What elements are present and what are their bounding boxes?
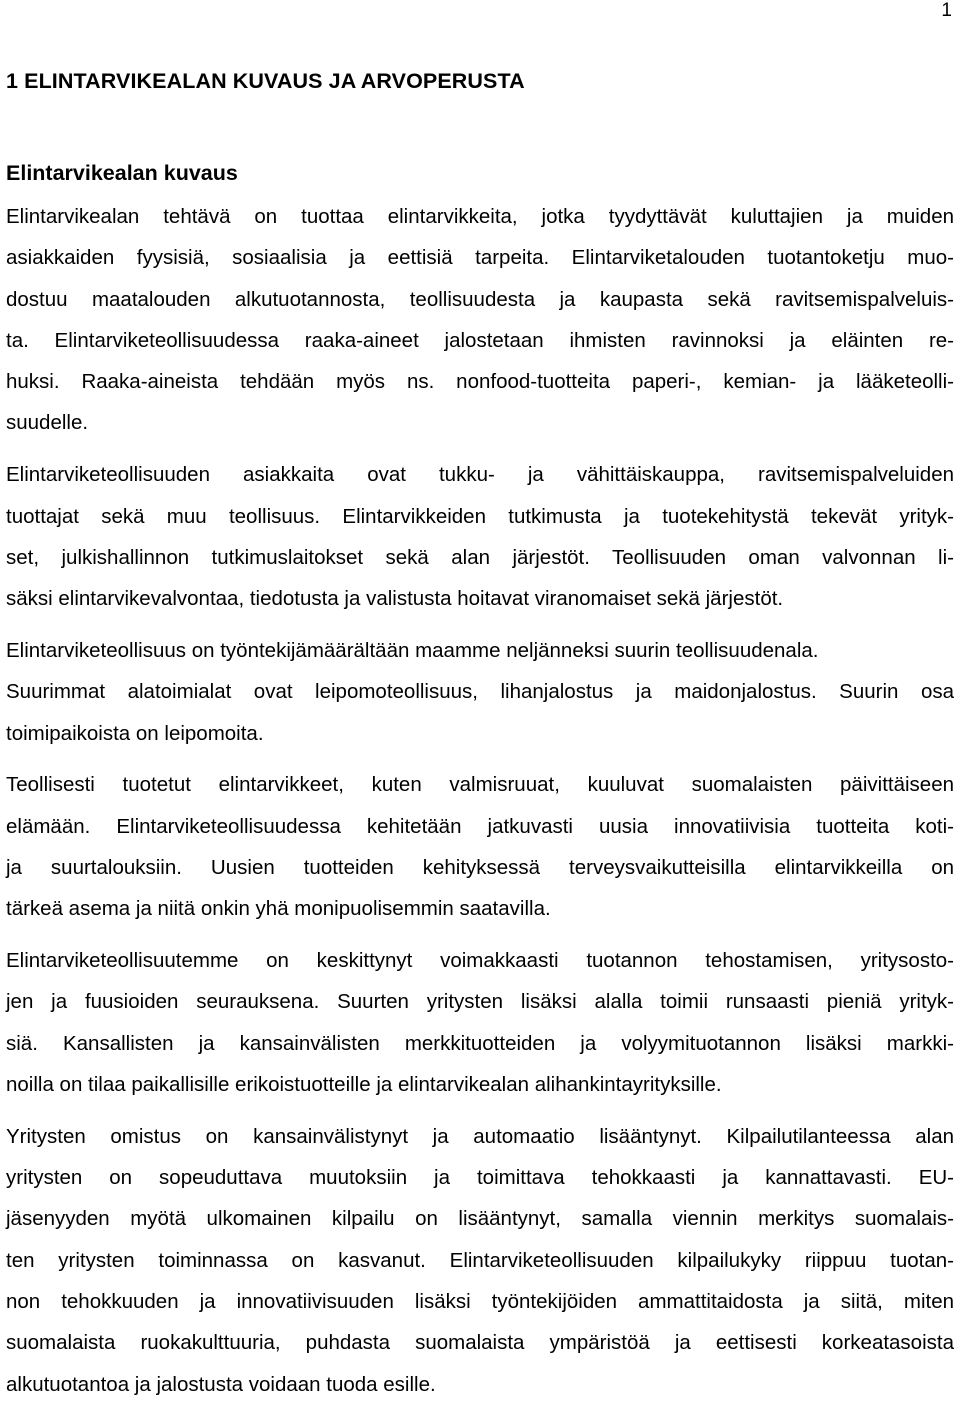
paragraph-line: non tehokkuuden ja innovatiivisuuden lisäksi työntekijöiden ammattitaidosta ja siitä, miten xyxy=(6,1289,954,1313)
paragraph-line: elämään. Elintarviketeollisuudessa kehitetään jatkuvasti uusia innovatiivisia tuotteita koti- xyxy=(6,814,954,838)
paragraph-line: siä. Kansallisten ja kansainvälisten merkkituotteiden ja volyymituotannon lisäksi markki- xyxy=(6,1031,954,1055)
paragraph-line: jen ja fuusioiden seurauksena. Suurten yritysten lisäksi alalla toimii runsaasti pieniä yrityk- xyxy=(6,990,954,1014)
paragraph-line: toimipaikoista on leipomoita. xyxy=(6,721,264,745)
paragraph-line: yritysten on sopeuduttava muutoksiin ja toimittava tehokkaasti ja kannattavasti. EU- xyxy=(6,1166,954,1190)
paragraph-kansainvalistyminen xyxy=(6,1116,954,1405)
paragraph-teolliset-tuotteet xyxy=(6,764,954,929)
paragraph-asiakkaat xyxy=(6,454,954,619)
paragraph-line: noilla on tilaa paikallisille erikoistuotteille ja elintarvikealan alihankintayrityksille. xyxy=(6,1072,722,1096)
paragraph-line: Teollisesti tuotetut elintarvikkeet, kuten valmisruuat, kuuluvat suomalaisten päivittäiseen xyxy=(6,773,954,797)
paragraph-line: suudelle. xyxy=(6,411,89,435)
paragraph-line: ja suurtalouksiin. Uusien tuotteiden kehityksessä terveysvaikutteisilla elintarvikkeilla on xyxy=(6,855,954,879)
paragraph-line: Elintarvikealan tehtävä on tuottaa elintarvikkeita, jotka tyydyttävät kuluttajien ja muiden xyxy=(6,205,954,228)
paragraph-line: Elintarviketeollisuutemme on keskittynyt voimakkaasti tuotannon tehostamisen, yritysosto- xyxy=(6,949,954,973)
page-number: 1 xyxy=(941,0,952,21)
paragraph-line: säksi elintarvikevalvontaa, tiedotusta ja valistusta hoitavat viranomaiset sekä järjestöt. xyxy=(6,587,784,611)
section-title: Elintarvikealan kuvaus xyxy=(6,161,238,185)
paragraph-alan-tehtava xyxy=(6,196,954,444)
paragraph-line: ta. Elintarviketeollisuudessa raaka-aineet jalostetaan ihmisten ravinnoksi ja eläinten re- xyxy=(6,328,954,352)
paragraph-line: tärkeä asema ja niitä onkin yhä monipuolisemmin saatavilla. xyxy=(6,897,551,921)
paragraph-line: Elintarviketeollisuus on työntekijämäärältään maamme neljänneksi suurin teollisuudenala. xyxy=(6,638,819,662)
paragraph-line: Elintarviketeollisuuden asiakkaita ovat tukku- ja vähittäiskauppa, ravitsemispalveluiden xyxy=(6,463,954,487)
paragraph-line: suomalaista ruokakulttuuria, puhdasta suomalaista ympäristöä ja eettisesti korkeatasoista xyxy=(6,1331,954,1355)
paragraph-line: Suurimmat alatoimialat ovat leipomoteollisuus, lihanjalostus ja maidonjalostus. Suurin osa xyxy=(6,680,954,704)
paragraph-line: huksi. Raaka-aineista tehdään myös ns. nonfood-tuotteita paperi-, kemian- ja lääketeolli- xyxy=(6,370,954,394)
paragraph-line: asiakkaiden fyysisiä, sosiaalisia ja eettisiä tarpeita. Elintarviketalouden tuotantoketju muo- xyxy=(6,246,954,270)
paragraph-line: jäsenyyden myötä ulkomainen kilpailu on lisääntynyt, samalla viennin merkitys suomalais- xyxy=(6,1207,954,1231)
paragraph-line: alkutuotantoa ja jalostusta voidaan tuoda esille. xyxy=(6,1372,436,1396)
chapter-title: 1 ELINTARVIKEALAN KUVAUS JA ARVOPERUSTA xyxy=(6,69,525,93)
paragraph-tyontekijamaara xyxy=(6,630,954,754)
paragraph-line: dostuu maatalouden alkutuotannosta, teollisuudesta ja kaupasta sekä ravitsemispalveluis- xyxy=(6,287,954,311)
paragraph-line: set, julkishallinnon tutkimuslaitokset sekä alan järjestöt. Teollisuuden oman valvonnan li- xyxy=(6,545,954,569)
paragraph-line: ten yritysten toiminnassa on kasvanut. Elintarviketeollisuuden kilpailukyky riippuu tuotan- xyxy=(6,1248,954,1272)
paragraph-keskittyminen xyxy=(6,940,954,1105)
paragraph-line: tuottajat sekä muu teollisuus. Elintarvikkeiden tutkimusta ja tuotekehitystä tekevät yrityk- xyxy=(6,504,954,528)
paragraph-line: Yritysten omistus on kansainvälistynyt ja automaatio lisääntynyt. Kilpailutilanteessa alan xyxy=(6,1124,954,1148)
document-body xyxy=(6,66,954,1405)
